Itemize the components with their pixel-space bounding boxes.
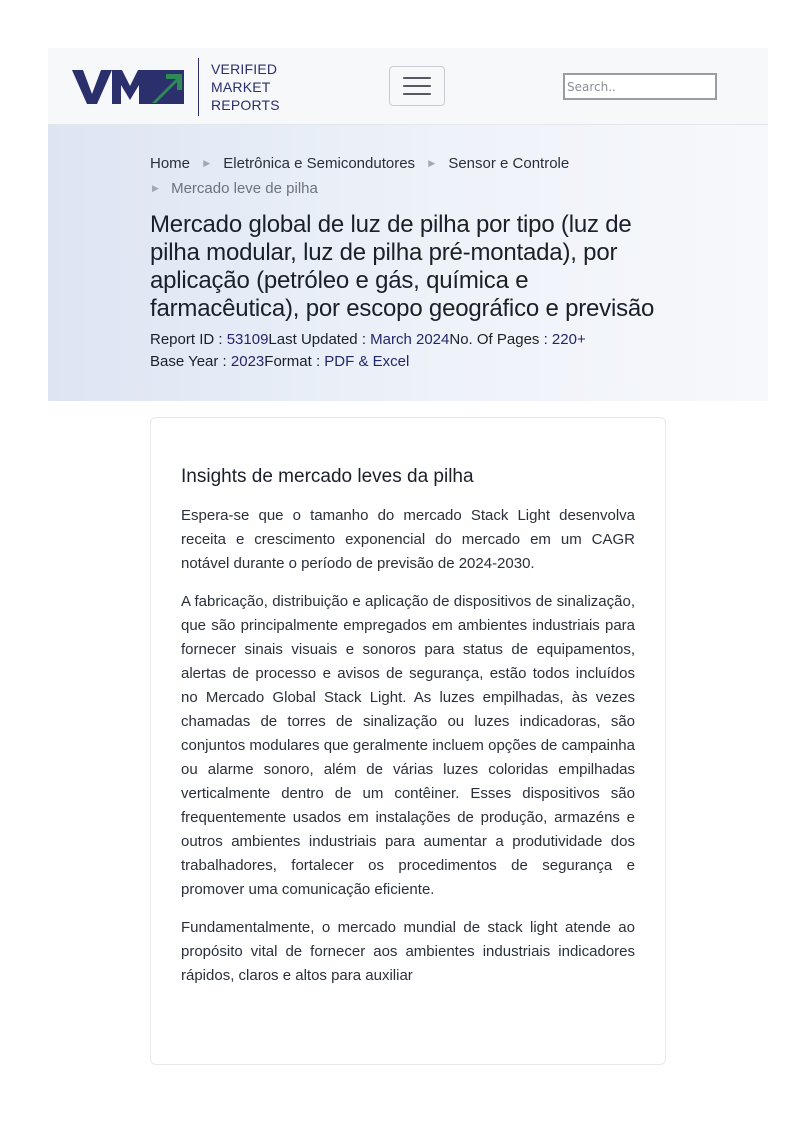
report-id-value: 53109 bbox=[226, 331, 269, 348]
search-input[interactable] bbox=[563, 73, 717, 100]
pages-value: 220+ bbox=[551, 331, 586, 348]
market-insights-card bbox=[150, 417, 666, 1065]
last-updated-value: March 2024 bbox=[370, 331, 450, 348]
page-frame bbox=[48, 48, 768, 401]
section-heading: Insights de mercado leves da pilha bbox=[181, 466, 474, 487]
format-label: Format : bbox=[264, 353, 325, 370]
breadcrumb bbox=[150, 151, 670, 201]
breadcrumb-current: Mercado leve de pilha bbox=[171, 180, 318, 197]
report-meta bbox=[150, 329, 670, 373]
chevron-right-icon: ▶ bbox=[428, 158, 436, 168]
paragraph-3: Fundamentalmente, o mercado mundial de stack light atende ao propósito vital de fornecer aos ambientes industriais indicadores rápidos, claros e altos para auxiliar bbox=[181, 919, 635, 984]
hamburger-bar bbox=[403, 85, 431, 87]
hamburger-menu-button[interactable] bbox=[389, 66, 445, 106]
page-title: Mercado global de luz de pilha por tipo (luz de pilha modular, luz de pilha pré-montada), por aplicação (petróleo e gás, química e farmacêutica), por escopo geográfico e previsão bbox=[150, 211, 655, 322]
hamburger-bar bbox=[403, 77, 431, 79]
pages-label: No. Of Pages : bbox=[449, 331, 552, 348]
breadcrumb-sensor-link[interactable]: Sensor e Controle bbox=[448, 155, 570, 172]
hamburger-bar bbox=[403, 93, 431, 95]
brand-logo[interactable] bbox=[72, 57, 280, 117]
report-hero bbox=[48, 125, 768, 401]
vmr-logo-icon bbox=[72, 68, 184, 106]
last-updated-label: Last Updated : bbox=[268, 331, 371, 348]
breadcrumb-home-link[interactable]: Home bbox=[150, 155, 191, 172]
base-year-label: Base Year : bbox=[150, 353, 231, 370]
logo-divider bbox=[198, 58, 199, 116]
format-value: PDF & Excel bbox=[324, 353, 410, 370]
chevron-right-icon: ▶ bbox=[203, 158, 211, 168]
logo-line-verified: VERIFIED bbox=[211, 61, 278, 77]
paragraph-1: Espera-se que o tamanho do mercado Stack Light desenvolva receita e crescimento exponencial do mercado em um CAGR notável durante o período de previsão de 2024-2030. bbox=[181, 507, 635, 572]
breadcrumb-electronics-link[interactable]: Eletrônica e Semicondutores bbox=[223, 155, 416, 172]
chevron-right-icon: ▶ bbox=[152, 183, 159, 193]
report-id-label: Report ID : bbox=[150, 331, 227, 348]
logo-line-market: MARKET bbox=[211, 79, 271, 95]
paragraph-2: A fabricação, distribuição e aplicação de dispositivos de sinalização, que são principalmente empregados em ambientes industriais para fornecer sinais visuais e sonoros para status de equipamentos, alertas de processo e avisos de segurança, estão todos incluídos no Mercado Global Stack Light. As luzes empilhadas, às vezes chamadas de torres de sinalização ou luzes indicadoras, são conjuntos modulares que geralmente incluem opções de campainha ou alarme sonoro, além de várias luzes coloridas empilhadas verticalmente dentro de um contêiner. Esses dispositivos são frequentemente usados em instalações de produção, armazéns e outros ambientes industriais para aumentar a produtividade dos trabalhadores, fortalecer os procedimentos de segurança e promover uma comunicação eficiente. bbox=[181, 593, 635, 898]
logo-line-reports: REPORTS bbox=[211, 97, 280, 113]
logo-wordmark bbox=[211, 60, 280, 114]
base-year-value: 2023 bbox=[230, 353, 265, 370]
site-header bbox=[48, 48, 768, 125]
